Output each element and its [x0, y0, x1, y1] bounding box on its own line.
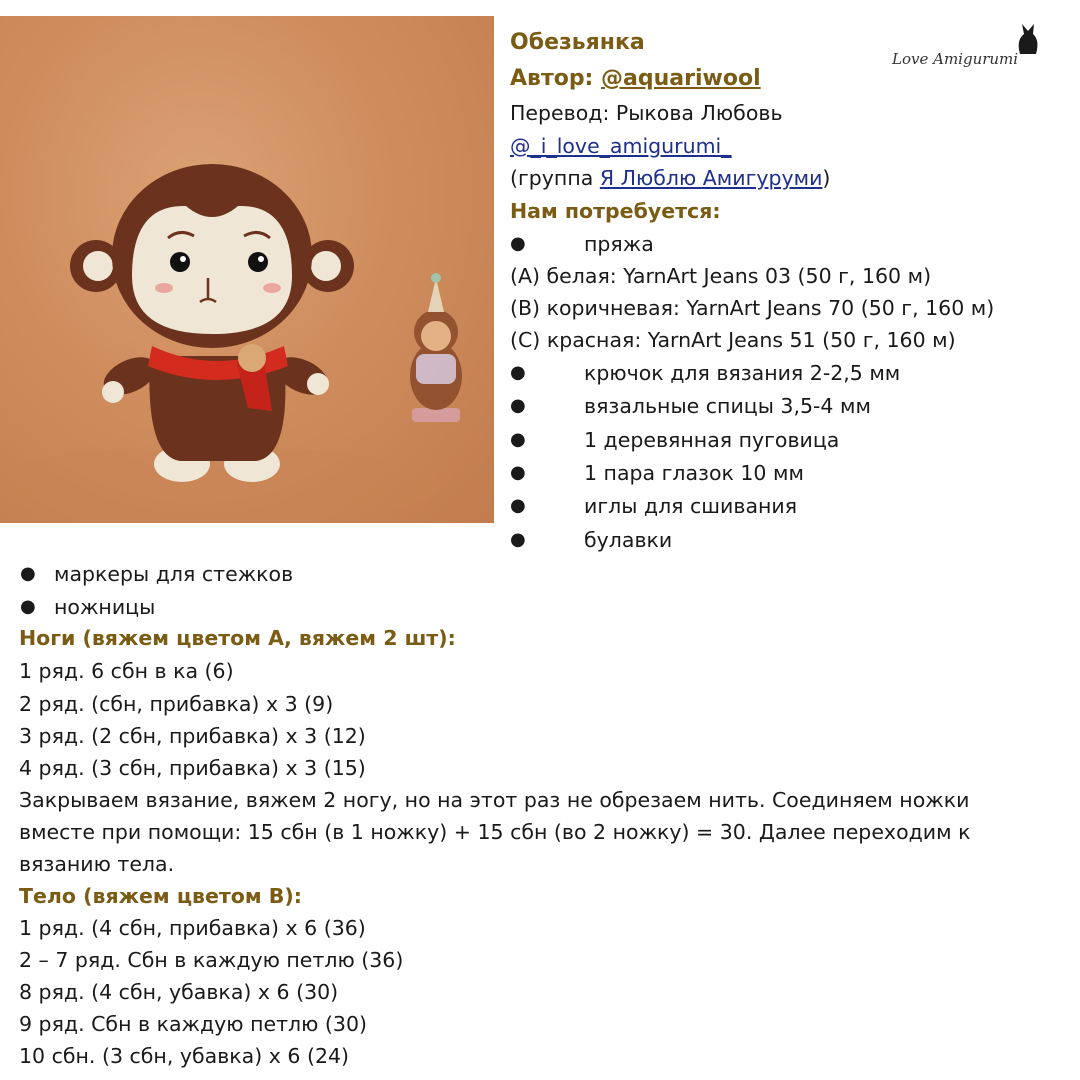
- legs-row: 2 ряд. (сбн, прибавка) х 3 (9): [19, 692, 334, 716]
- yarn-color-b: (B) коричневая: YarnArt Jeans 70 (50 г, 160 м): [510, 296, 995, 320]
- bullet-icon: ●: [510, 395, 526, 416]
- body-row: 8 ряд. (4 сбн, убавка) х 6 (30): [19, 980, 339, 1004]
- legs-row: 4 ряд. (3 сбн, прибавка) х 3 (15): [19, 756, 366, 780]
- body-row: 2 – 7 ряд. Сбн в каждую петлю (36): [19, 948, 404, 972]
- body-row: 1 ряд. (4 сбн, прибавка) х 6 (36): [19, 916, 366, 940]
- cat-silhouette-icon: [1014, 22, 1042, 56]
- material-item: ножницы: [54, 595, 156, 619]
- material-item: крючок для вязания 2-2,5 мм: [584, 361, 901, 385]
- materials-heading: Нам потребуется:: [510, 199, 721, 223]
- group-line: [510, 163, 830, 193]
- author-label: Автор:: [510, 66, 594, 91]
- instagram-link[interactable]: @_i_love_amigurumi_: [510, 134, 732, 158]
- group-link[interactable]: Я Люблю Амигуруми: [599, 166, 823, 190]
- legs-note-line: Закрываем вязание, вяжем 2 ногу, но на этот раз не обрезаем нить. Соединяем ножки: [19, 788, 970, 812]
- love-amigurumi-logo: [892, 22, 1042, 82]
- yarn-color-a: (A) белая: YarnArt Jeans 03 (50 г, 160 м): [510, 264, 932, 288]
- bullet-icon: ●: [20, 563, 36, 584]
- translation-line: Перевод: Рыкова Любовь: [510, 101, 783, 125]
- legs-row: 1 ряд. 6 сбн в ка (6): [19, 659, 234, 683]
- bullet-icon: ●: [510, 362, 526, 383]
- legs-note-line: вместе при помощи: 15 сбн (в 1 ножку) + 15 сбн (во 2 ножку) = 30. Далее переходим к: [19, 820, 971, 844]
- legs-row: 3 ряд. (2 сбн, прибавка) х 3 (12): [19, 724, 366, 748]
- material-item: иглы для сшивания: [584, 494, 798, 518]
- author-link[interactable]: @aquariwool: [601, 66, 761, 91]
- monkey-illustration: [0, 16, 494, 523]
- monkey-photo: [0, 16, 494, 523]
- legs-note-line: вязанию тела.: [19, 852, 175, 876]
- bullet-icon: ●: [510, 462, 526, 483]
- yarn-color-c: (C) красная: YarnArt Jeans 51 (50 г, 160 м): [510, 328, 956, 352]
- logo-text: Love Amigurumi: [892, 50, 1019, 68]
- background-figure: [410, 273, 462, 422]
- bullet-icon: ●: [510, 529, 526, 550]
- material-item: 1 деревянная пуговица: [584, 428, 840, 452]
- material-item: маркеры для стежков: [54, 562, 294, 586]
- material-item: 1 пара глазок 10 мм: [584, 461, 804, 485]
- bullet-icon: ●: [510, 233, 526, 254]
- bullet-icon: ●: [510, 495, 526, 516]
- material-yarn: пряжа: [584, 232, 654, 256]
- group-open: (группа: [510, 166, 594, 190]
- body-row: 9 ряд. Сбн в каждую петлю (30): [19, 1012, 367, 1036]
- bullet-icon: ●: [20, 596, 36, 617]
- pattern-title: Обезьянка: [510, 30, 645, 55]
- group-close: ): [822, 166, 831, 190]
- author-line: [510, 64, 761, 94]
- body-row: 10 сбн. (3 сбн, убавка) х 6 (24): [19, 1044, 350, 1068]
- material-item: вязальные спицы 3,5-4 мм: [584, 394, 871, 418]
- material-item: булавки: [584, 528, 673, 552]
- bullet-icon: ●: [510, 429, 526, 450]
- body-heading: Тело (вяжем цветом В):: [19, 884, 302, 908]
- legs-heading: Ноги (вяжем цветом А, вяжем 2 шт):: [19, 626, 456, 650]
